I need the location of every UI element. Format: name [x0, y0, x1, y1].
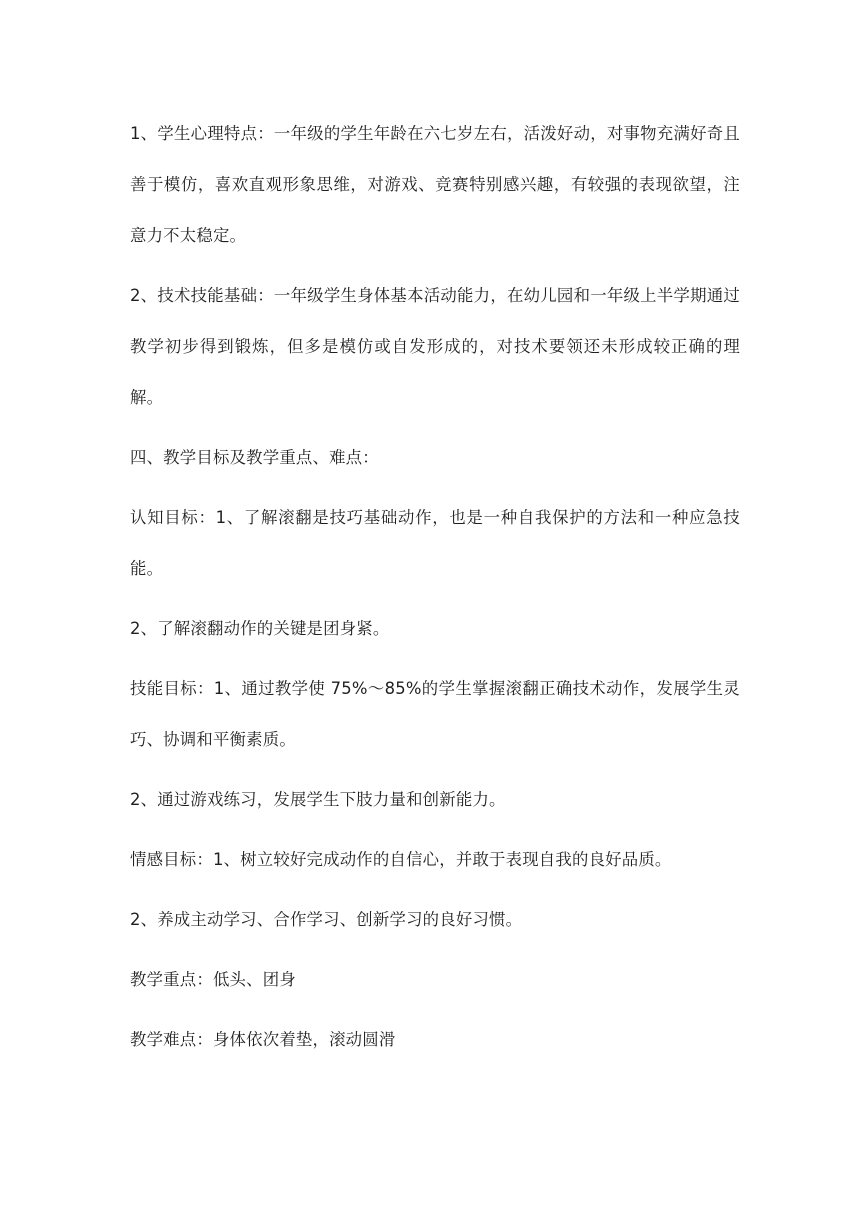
paragraph-skill-foundation: 2、技术技能基础：一年级学生身体基本活动能力，在幼儿园和一年级上半学期通过教学初步得到锻炼，但多是模仿或自发形成的，对技术要领还未形成较正确的理解。 — [130, 286, 740, 407]
paragraph-skill-goal-1: 技能目标：1、通过教学使 75%～85%的学生掌握滚翻正确技术动作，发展学生灵巧、协调和平衡素质。 — [130, 679, 740, 749]
paragraph-skill-goal-2: 2、通过游戏练习，发展学生下肢力量和创新能力。 — [130, 790, 506, 809]
paragraph-cognitive-goal-1: 认知目标：1、了解滚翻是技巧基础动作，也是一种自我保护的方法和一种应急技能。 — [130, 508, 740, 578]
paragraph-emotional-goal-1: 情感目标：1、树立较好完成动作的自信心，并敢于表现自我的良好品质。 — [130, 850, 672, 869]
paragraph-cognitive-goal-2: 2、了解滚翻动作的关键是团身紧。 — [130, 619, 390, 638]
section-heading-objectives: 四、教学目标及教学重点、难点： — [130, 448, 379, 467]
paragraph-teaching-focus: 教学重点：低头、团身 — [130, 970, 296, 989]
paragraph-student-psychology: 1、学生心理特点：一年级的学生年龄在六七岁左右，活泼好动，对事物充满好奇且善于模仿，喜欢直观形象思维，对游戏、竞赛特别感兴趣，有较强的表现欲望，注意力不太稳定。 — [130, 124, 740, 245]
paragraph-emotional-goal-2: 2、养成主动学习、合作学习、创新学习的良好习惯。 — [130, 910, 523, 929]
paragraph-teaching-difficulty: 教学难点：身体依次着垫，滚动圆滑 — [130, 1030, 396, 1049]
document-body — [130, 108, 740, 1065]
